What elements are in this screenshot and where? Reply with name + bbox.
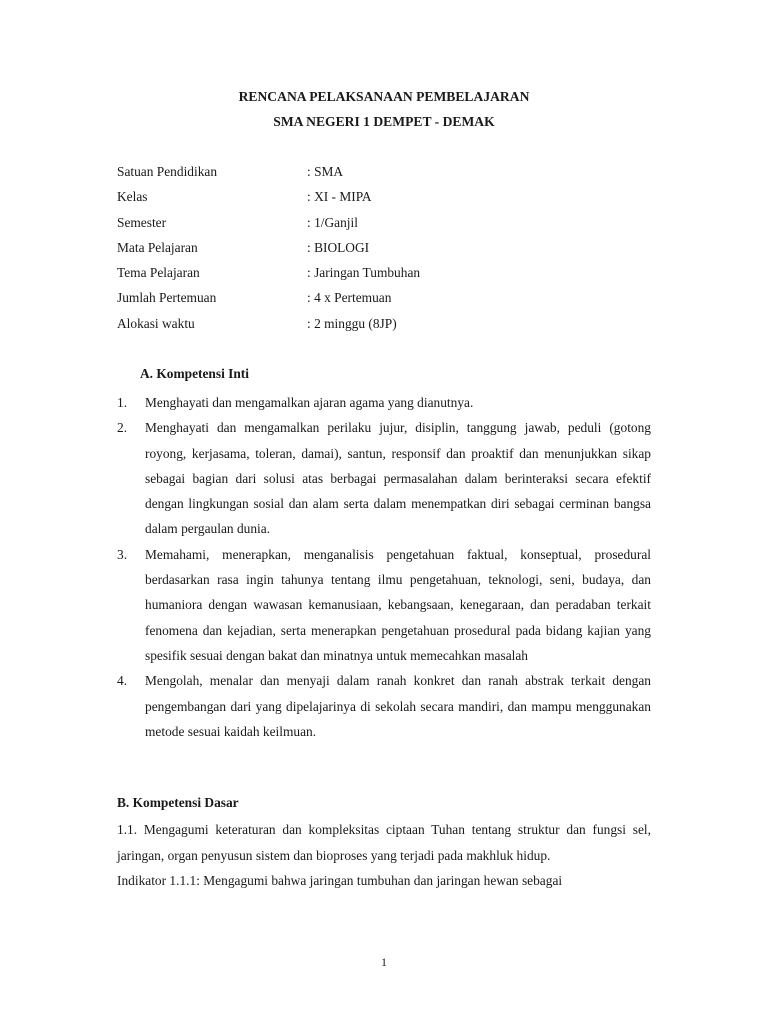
list-item [117, 542, 651, 668]
identity-value: : BIOLOGI [307, 239, 370, 255]
list-item [117, 390, 651, 415]
identity-value: : XI - MIPA [307, 189, 372, 205]
list-number: 3. [117, 546, 128, 562]
list-item [117, 415, 651, 541]
identity-value: : 4 x Pertemuan [307, 290, 392, 306]
identity-row [117, 163, 657, 188]
kd-paragraph: 1.1. Mengagumi keteraturan dan kompleksitas ciptaan Tuhan tentang struktur dan fungsi sel, jaringan, organ penyusun sistem dan bioproses yang terjadi pada makhluk hidup. [117, 822, 651, 863]
identity-row [117, 214, 657, 239]
list-item-text: Menghayati dan mengamalkan ajaran agama yang dianutnya. [145, 395, 474, 410]
indicator-paragraph: Indikator 1.1.1: Mengagumi bahwa jaringan tumbuhan dan jaringan hewan sebagai [117, 873, 563, 888]
identity-row [117, 264, 657, 289]
list-number: 1. [117, 395, 128, 410]
list-number: 2. [117, 420, 128, 436]
identity-value: : Jaringan Tumbuhan [307, 265, 421, 281]
list-item [117, 668, 651, 744]
section-heading-kompetensi-inti: A. Kompetensi Inti [140, 366, 249, 381]
identity-label: Jumlah Pertemuan [117, 290, 217, 306]
identity-value: : SMA [307, 164, 344, 179]
identity-label: Alokasi waktu [117, 315, 195, 331]
identity-label: Mata Pelajaran [117, 239, 198, 255]
school-name: SMA NEGERI 1 DEMPET - DEMAK [273, 114, 495, 129]
identity-label: Kelas [117, 189, 148, 205]
identity-row [117, 289, 657, 314]
identity-value: : 1/Ganjil [307, 214, 358, 230]
list-item-text: Memahami, menerapkan, menganalisis pengetahuan faktual, konseptual, prosedural berdasarkan rasa ingin tahunya tentang ilmu pengetahuan, teknologi, seni, budaya, dan humaniora dengan wawasan kemanusiaan, kebangsaan, kenegaraan, dan peradaban terkait fenomena dan kejadian, serta menerapkan pengetahuan prosedural pada bidang kajian yang spesifik sesuai dengan bakat dan minatnya untuk memecahkan masalah [145, 546, 651, 663]
kompetensi-dasar-body [117, 817, 651, 894]
page-number: 1 [381, 955, 387, 969]
section-heading-kompetensi-dasar: B. Kompetensi Dasar [117, 795, 239, 810]
kompetensi-inti-list [117, 390, 651, 744]
identity-row [117, 315, 657, 340]
identity-row [117, 239, 657, 264]
identity-label: Satuan Pendidikan [117, 164, 218, 179]
identity-table [117, 163, 657, 340]
identity-row [117, 188, 657, 213]
list-item-text: Mengolah, menalar dan menyaji dalam ranah konkret dan ranah abstrak terkait dengan pengembangan dari yang dipelajarinya di sekolah secara mandiri, dan mampu menggunakan metode sesuai kaidah keilmuan. [145, 673, 651, 739]
identity-label: Semester [117, 214, 167, 230]
document-title: RENCANA PELAKSANAAN PEMBELAJARAN [238, 89, 530, 104]
list-item-text: Menghayati dan mengamalkan perilaku jujur, disiplin, tanggung jawab, peduli (gotong royong, kerjasama, toleran, damai), santun, responsif dan proaktif dan menunjukkan sikap sebagai bagian dari solusi atas berbagai permasalahan dalam berinteraksi secara efektif dengan lingkungan sosial dan alam serta dalam menempatkan diri sebagai cerminan bangsa dalam pergaulan dunia. [145, 420, 651, 537]
identity-label: Tema Pelajaran [117, 265, 200, 281]
identity-value: : 2 minggu (8JP) [307, 315, 397, 331]
list-number: 4. [117, 673, 128, 689]
